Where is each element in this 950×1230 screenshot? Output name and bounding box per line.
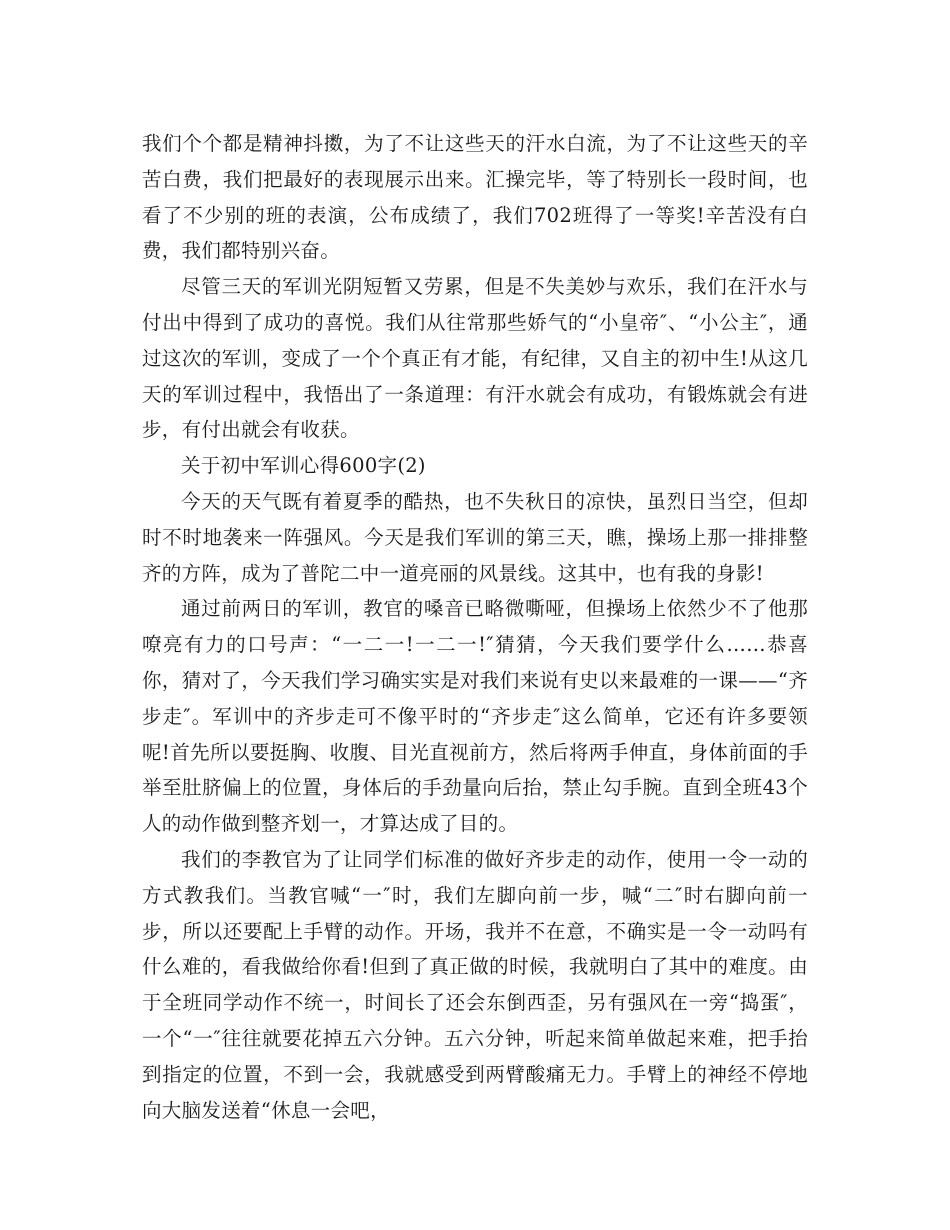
paragraph: 我们的李教官为了让同学们标准的做好齐步走的动作，使用一令一动的方式教我们。当教官喊“一″时，我们左脚向前一步，喊“二″时右脚向前一步，所以还要配上手臂的动作。开场，我并不在意，不确实是一令一动吗有什么难的，看我做给你看!但到了真正做的时候，我就明白了其中的难度。由于全班同学动作不统一，时间长了还会东倒西歪，另有强风在一旁“捣蛋″，一个“一″往往就要花掉五六分钟。五六分钟，听起来简单做起来难，把手抬到指定的位置，不到一会，我就感受到两臂酸痛无力。手臂上的神经不停地向大脑发送着“休息一会吧， (142, 847, 808, 1122)
paragraph: 今天的天气既有着夏季的酷热，也不失秋日的凉快，虽烈日当空，但却时不时地袭来一阵强风。今天是我们军训的第三天，瞧，操场上那一排排整齐的方阵，成为了普陀二中一道亮丽的风景线。这其中，也有我的身影! (142, 489, 808, 585)
paragraph: 通过前两日的军训，教官的嗓音已略微嘶哑，但操场上依然少不了他那嘹亮有力的口号声：“一二一!一二一!″猜猜，今天我们要学什么……恭喜你，猜对了，今天我们学习确实实是对我们来说有史以来最难的一课——“齐步走″。军训中的齐步走可不像平时的“齐步走″这么简单，它还有许多要领呢!首先所以要挺胸、收腹、目光直视前方，然后将两手伸直，身体前面的手举至肚脐偏上的位置，身体后的手劲量向后抬，禁止勾手腕。直到全班43个人的动作做到整齐划一，才算达成了目的。 (142, 597, 808, 836)
paragraph: 尽管三天的军训光阴短暂又劳累，但是不失美妙与欢乐，我们在汗水与付出中得到了成功的喜悦。我们从往常那些娇气的“小皇帝″、“小公主″，通过这次的军训，变成了一个个真正有才能，有纪律，又自主的初中生!从这几天的军训过程中，我悟出了一条道理：有汗水就会有成功，有锻炼就会有进步，有付出就会有收获。 (142, 275, 808, 442)
section-subtitle: 关于初中军训心得600字(2) (181, 454, 426, 478)
document-body (142, 126, 808, 1128)
paragraph-continuation: 我们个个都是精神抖擞，为了不让这些天的汗水白流，为了不让这些天的辛苦白费，我们把最好的表现展示出来。汇操完毕，等了特别长一段时间，也看了不少别的班的表演，公布成绩了，我们702班得了一等奖!辛苦没有白费，我们都特别兴奋。 (142, 132, 808, 263)
